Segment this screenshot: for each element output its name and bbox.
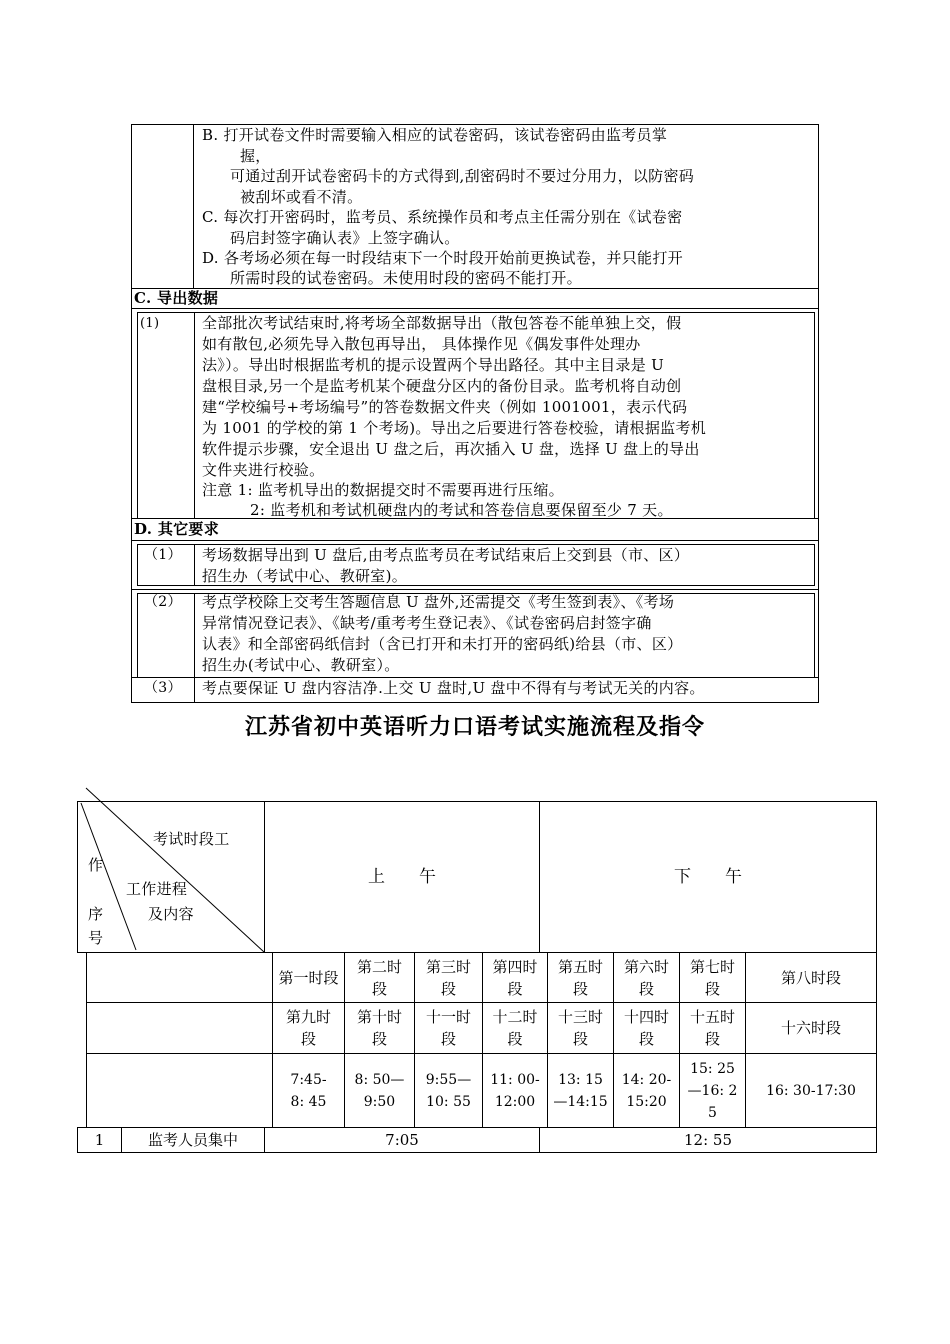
page-title: 江苏省初中英语听力口语考试实施流程及指令	[244, 715, 705, 740]
diag-label-1: 考试时段工	[153, 830, 230, 848]
d-line-2: 所需时段的试卷密码。未使用时段的密码不能打开。	[230, 269, 582, 287]
row-afternoon-time: 12: 55	[684, 1131, 732, 1149]
d-line-1: D. 各考场必须在每一时段结束下一个时段开始前更换试卷，并只能打开	[202, 249, 683, 267]
b-line-4: 被刮坏或看不清。	[240, 188, 363, 206]
row-number: 1	[94, 1131, 105, 1149]
b-line-1: B. 打开试卷文件时需要输入相应的试卷密码，该试卷密码由监考员掌	[202, 126, 668, 144]
section-c-item-no: (1)	[140, 316, 160, 331]
section-c-heading: C. 导出数据	[134, 289, 219, 307]
diag-label-4: 序	[88, 905, 104, 923]
section-d-heading: D. 其它要求	[134, 520, 220, 538]
diag-label-5: 及内容	[148, 905, 194, 923]
row-item: 监考人员集中	[147, 1131, 238, 1149]
afternoon-header: 下 午	[674, 867, 742, 887]
morning-header: 上 午	[368, 867, 436, 887]
diag-label-6: 号	[88, 929, 104, 947]
diag-label-2: 作	[88, 856, 104, 874]
diag-label-3: 工作进程	[126, 880, 188, 898]
c-line-1: C. 每次打开密码时，监考员、系统操作员和考点主任需分别在《试卷密	[202, 208, 683, 226]
b-line-2: 握，	[240, 147, 271, 165]
c-line-2: 码启封签字确认表》上签字确认。	[230, 229, 460, 247]
b-line-3: 可通过刮开试卷密码卡的方式得到,刮密码时不要过分用力，以防密码	[230, 167, 695, 185]
row-morning-time: 7:05	[385, 1131, 419, 1149]
